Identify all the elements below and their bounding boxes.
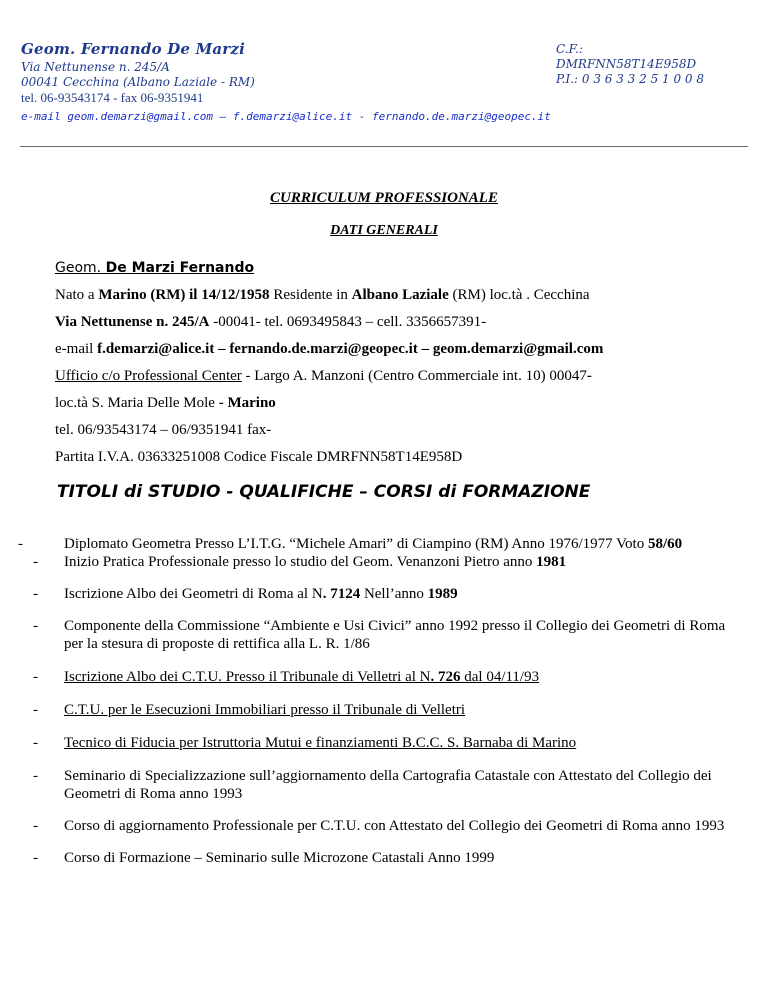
item-text: Iscrizione Albo dei C.T.U. Presso il Tribunale di Velletri al N <box>64 669 431 685</box>
letterhead-cf: C.F.: DMRFNN58T14E958D <box>556 42 697 71</box>
bullet-dash: - <box>33 768 38 784</box>
list-item <box>30 553 735 571</box>
item-text: Tecnico di Fiducia per Istruttoria Mutui e finanziamenti B.C.C. S. Barnaba di Marino <box>64 735 577 751</box>
birth-residence-line <box>55 285 603 312</box>
item-text-underlined <box>64 669 539 685</box>
bullet-dash: - <box>33 702 38 718</box>
text: Nato a <box>55 287 99 303</box>
email-addresses: f.demarzi@alice.it – fernando.de.marzi@geopec.it – geom.demarzi@gmail.com <box>97 341 604 357</box>
dati-generali-heading: DATI GENERALI <box>330 223 438 238</box>
bullet-dash: - <box>33 554 38 570</box>
item-text: Inizio Pratica Professionale presso lo studio del Geom. Venanzoni Pietro anno <box>64 554 537 570</box>
list-item <box>30 849 735 867</box>
street-address: Via Nettunense n. 245/A <box>55 314 210 330</box>
item-number: . 7124 <box>322 586 361 602</box>
item-text: Corso di Formazione – Seminario sulle Microzone Catastali Anno 1999 <box>64 850 495 866</box>
residence-city: Albano Laziale <box>351 287 449 303</box>
item-text: Corso di aggiornamento Professionale per C.T.U. con Attestato del Collegio dei Geometri di Roma anno 1993 <box>64 818 725 834</box>
letterhead-fiscal <box>556 42 726 87</box>
office-city: - Marino <box>218 395 276 411</box>
vat-line: Partita I.V.A. 03633251008 Codice Fiscale DMRFNN58T14E958D <box>55 449 463 465</box>
bullet-dash: - <box>33 818 38 834</box>
geom-prefix: Geom. <box>55 260 102 276</box>
item-text: C.T.U. per le Esecuzioni Immobiliari presso il Tribunale di Velletri <box>64 702 466 718</box>
letterhead-phone: tel. 06-93543174 - fax 06-9351941 <box>21 90 204 105</box>
list-item <box>10 535 735 553</box>
birth-info: Marino (RM) il 14/12/1958 <box>98 287 270 303</box>
list-item <box>30 734 735 752</box>
header-divider <box>20 146 748 147</box>
item-text: Componente della Commissione “Ambiente e Usi Civici” anno 1992 presso il Collegio dei Geometri di Roma per la stesura di proposte di rettifica alla L. R. 1/86 <box>64 618 726 652</box>
item-text: Nell’anno <box>360 586 428 602</box>
address-line <box>55 312 603 339</box>
geom-name: De Marzi Fernando <box>105 260 255 276</box>
phone-info: -00041- tel. 0693495843 – cell. 3356657391- <box>209 314 487 330</box>
office-line <box>55 366 603 393</box>
general-data <box>55 258 603 474</box>
bullet-dash: - <box>33 735 38 751</box>
item-year: 1989 <box>427 586 458 602</box>
bullet-dash: - <box>33 586 38 602</box>
office-locality-line <box>55 393 603 420</box>
letterhead-address2: 00041 Cecchina (Albano Laziale - RM) <box>21 75 255 89</box>
item-date: dal 04/11/93 <box>460 669 540 685</box>
letterhead <box>21 40 255 105</box>
item-year: 1981 <box>536 554 567 570</box>
email-line <box>55 339 603 366</box>
text: (RM) loc.tà . Cecchina <box>448 287 590 303</box>
qualifications-list <box>18 535 735 867</box>
item-text: Iscrizione Albo dei Geometri di Roma al N <box>64 586 323 602</box>
text: e-mail <box>55 341 98 357</box>
person-name <box>55 258 603 285</box>
bullet-dash: - <box>33 669 38 685</box>
letterhead-email: e-mail geom.demarzi@gmail.com – f.demarzi@alice.it - fernando.de.marzi@geopec.it <box>21 110 551 123</box>
bullet-dash: - <box>18 536 23 552</box>
list-item <box>30 817 735 835</box>
bullet-dash: - <box>33 850 38 866</box>
list-item <box>30 668 735 686</box>
office-address: - Largo A. Manzoni (Centro Commerciale int. 10) 00047 <box>241 368 587 384</box>
office-phone-line: tel. 06/93543174 – 06/9351941 fax- <box>55 422 272 438</box>
letterhead-name: Geom. Fernando De Marzi <box>21 40 246 58</box>
item-grade: 58/60 <box>647 536 683 552</box>
letterhead-piva: P.I.: 0 3 6 3 3 2 5 1 0 0 8 <box>556 72 704 86</box>
office-name: Ufficio c/o Professional Center <box>55 368 242 384</box>
item-number: . 726 <box>430 669 461 685</box>
text: - <box>586 368 592 384</box>
list-item <box>30 585 735 603</box>
curriculum-heading: CURRICULUM PROFESSIONALE <box>270 190 498 206</box>
item-text: Diplomato Geometra Presso L’I.T.G. “Michele Amari” di Ciampino (RM) Anno 1976/1977 Voto <box>64 536 648 552</box>
list-item <box>30 701 735 719</box>
letterhead-address1: Via Nettunense n. 245/A <box>21 60 170 74</box>
office-locality: loc.tà S. Maria Delle Mole <box>55 395 219 411</box>
titoli-heading: TITOLI di STUDIO - QUALIFICHE – CORSI di FORMAZIONE <box>57 482 591 502</box>
list-item <box>30 617 735 653</box>
list-item <box>30 767 735 803</box>
text: Residente in <box>269 287 352 303</box>
item-text: Seminario di Specializzazione sull’aggiornamento della Cartografia Catastale con Attestato del Collegio dei Geometri di Roma anno 1993 <box>64 768 712 802</box>
bullet-dash: - <box>33 618 38 634</box>
